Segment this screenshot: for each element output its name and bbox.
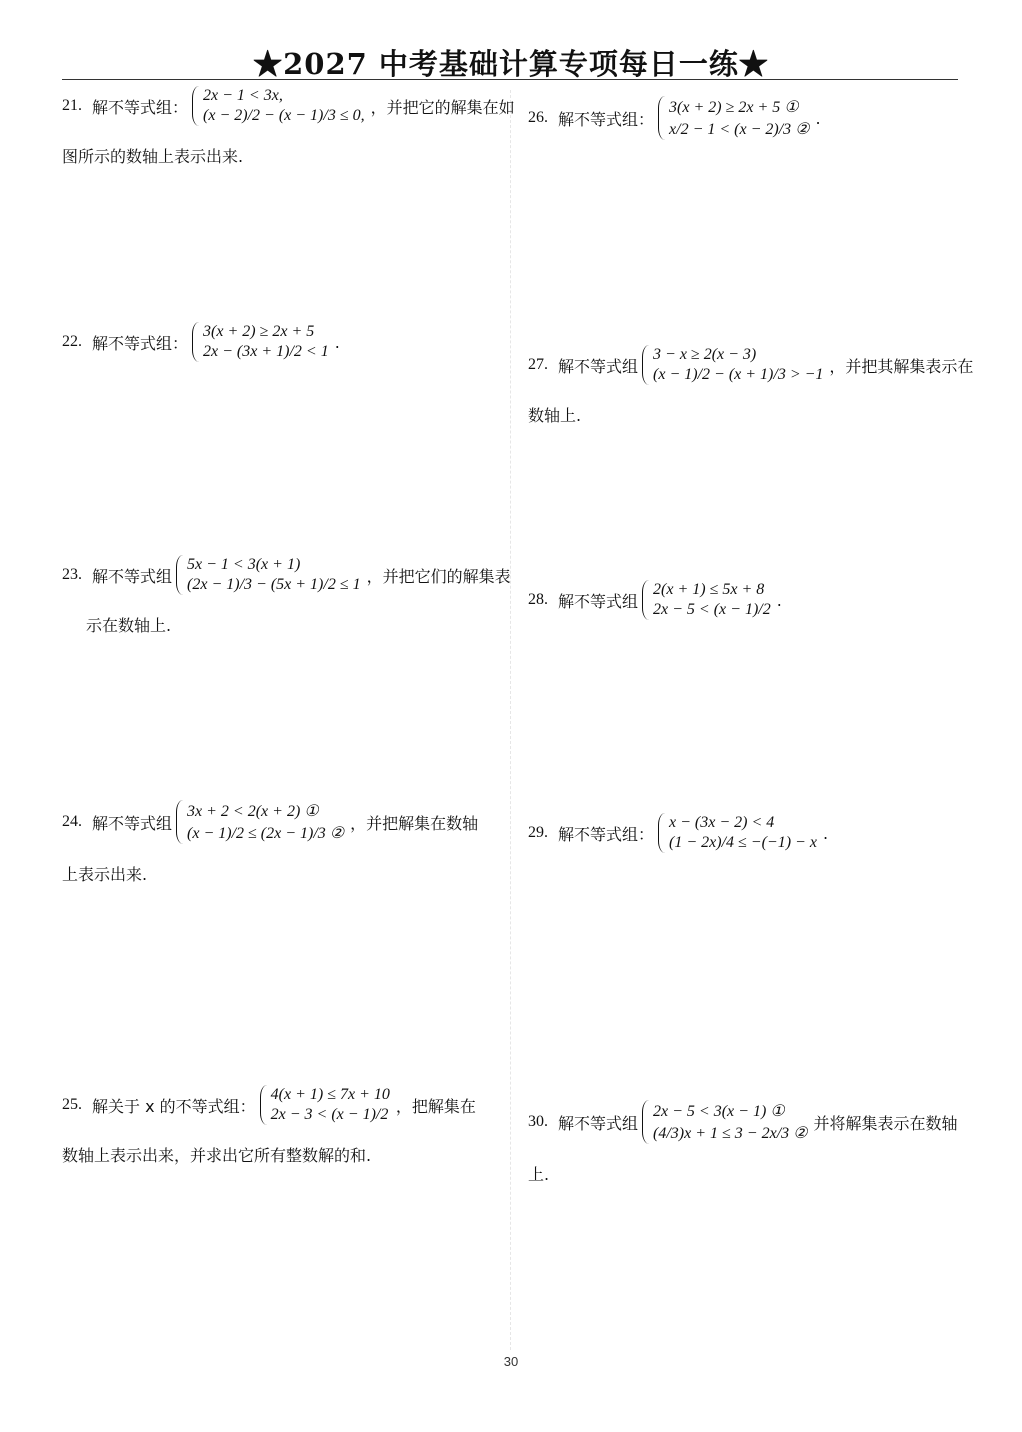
inequality-1: x − (3x − 2) < 4 [669, 814, 775, 831]
inequality-1: 3(x + 2) ≥ 2x + 5 ① [669, 99, 799, 116]
inequality-system [260, 1085, 390, 1125]
problem-instruction: ，并把它的解集在如 [370, 97, 515, 117]
inequality-1: 3x + 2 < 2(x + 2) ① [187, 803, 319, 820]
problem-22 [62, 322, 502, 362]
problem-23 [62, 555, 511, 636]
inequality-1: 2(x + 1) ≤ 5x + 8 [653, 581, 765, 598]
left-brace [642, 345, 650, 385]
problem-label: 解不等式组 [92, 566, 173, 586]
problem-21 [62, 86, 515, 167]
problem-label: 解不等式组： [92, 333, 189, 353]
problem-continuation: 数轴上表示出来，并求出它所有整数解的和. [62, 1146, 372, 1165]
inequality-system [192, 322, 329, 362]
problem-instruction: . [815, 108, 821, 128]
inequality-system [176, 800, 344, 844]
problem-continuation: 上表示出来. [62, 865, 148, 884]
inequality-2: (x − 1)/2 ≤ (2x − 1)/3 ② [187, 825, 345, 842]
left-brace [192, 322, 200, 362]
inequality-2: (2x − 1)/3 − (5x + 1)/2 ≤ 1 [187, 576, 361, 593]
problem-continuation: 示在数轴上. [86, 616, 172, 635]
problem-continuation: 图所示的数轴上表示出来. [62, 147, 244, 166]
left-brace [658, 813, 666, 853]
problem-continuation: 数轴上. [528, 406, 582, 425]
problem-instruction: . [776, 590, 782, 610]
left-brace [176, 800, 184, 844]
inequality-system [642, 345, 823, 385]
problem-number: 25. [62, 1096, 82, 1113]
problem-label: 解不等式组： [558, 109, 655, 129]
column-divider [510, 90, 511, 1350]
problem-24 [62, 800, 502, 885]
problem-instruction: ，并把解集在数轴 [350, 813, 479, 833]
left-brace [192, 86, 200, 126]
problem-number: 26. [528, 109, 548, 126]
problem-number: 21. [62, 97, 82, 114]
problem-number: 29. [528, 824, 548, 841]
page-title: ★2027 中考基础计算专项每日一练★ [253, 47, 769, 81]
left-brace [658, 96, 666, 140]
inequality-2: (x − 1)/2 − (x + 1)/3 > −1 [653, 366, 824, 383]
inequality-2: 2x − (3x + 1)/2 < 1 [203, 343, 329, 360]
inequality-system [192, 86, 365, 126]
problem-instruction: 并将解集表示在数轴 [813, 1113, 958, 1133]
problem-26 [528, 96, 968, 140]
problem-27 [528, 345, 974, 426]
inequality-system [176, 555, 361, 595]
inequality-system [642, 580, 771, 620]
inequality-system [658, 813, 817, 853]
inequality-1: 2x − 5 < 3(x − 1) ① [653, 1103, 785, 1120]
problem-30 [528, 1100, 968, 1185]
title-rule [62, 79, 958, 80]
problem-28 [528, 580, 968, 620]
inequality-1: 3 − x ≥ 2(x − 3) [653, 346, 757, 363]
problem-label: 解不等式组 [92, 813, 173, 833]
inequality-2: (x − 2)/2 − (x − 1)/3 ≤ 0, [203, 107, 365, 124]
problem-number: 24. [62, 813, 82, 830]
left-brace [176, 555, 184, 595]
problem-instruction: . [822, 823, 829, 843]
problem-label: 解不等式组： [92, 97, 189, 117]
inequality-2: (4/3)x + 1 ≤ 3 − 2x/3 ② [653, 1125, 808, 1142]
inequality-1: 2x − 1 < 3x, [203, 87, 283, 104]
problem-continuation: 上. [528, 1165, 550, 1184]
page-number: 30 [503, 1354, 519, 1369]
inequality-1: 4(x + 1) ≤ 7x + 10 [270, 1086, 390, 1103]
inequality-2: x/2 − 1 < (x − 2)/3 ② [669, 121, 810, 138]
inequality-2: 2x − 5 < (x − 1)/2 [653, 601, 771, 618]
problem-label: 解不等式组 [558, 591, 639, 611]
left-brace [260, 1085, 268, 1125]
problem-label: 解不等式组： [558, 824, 655, 844]
problem-number: 23. [62, 566, 82, 583]
problem-number: 27. [528, 356, 548, 373]
inequality-2: 2x − 3 < (x − 1)/2 [270, 1106, 389, 1123]
problem-instruction: ，把解集在 [395, 1096, 476, 1116]
problem-instruction: . [334, 332, 340, 352]
problem-29 [528, 813, 968, 853]
problem-instruction: ，并把其解集表示在 [829, 356, 974, 376]
problem-25 [62, 1085, 502, 1166]
problem-label: 解不等式组 [558, 1113, 639, 1133]
inequality-1: 5x − 1 < 3(x + 1) [187, 556, 301, 573]
problem-instruction: ，并把它们的解集表 [366, 566, 511, 586]
inequality-1: 3(x + 2) ≥ 2x + 5 [203, 323, 315, 340]
problem-number: 30. [528, 1113, 548, 1130]
inequality-2: (1 − 2x)/4 ≤ −(−1) − x [669, 834, 817, 851]
inequality-system [658, 96, 809, 140]
problem-number: 22. [62, 333, 82, 350]
inequality-system [642, 1100, 807, 1144]
problem-number: 28. [528, 591, 548, 608]
left-brace [642, 580, 650, 620]
problem-label: 解关于 x 的不等式组： [92, 1096, 256, 1116]
left-brace [642, 1100, 650, 1144]
problem-label: 解不等式组 [558, 356, 639, 376]
